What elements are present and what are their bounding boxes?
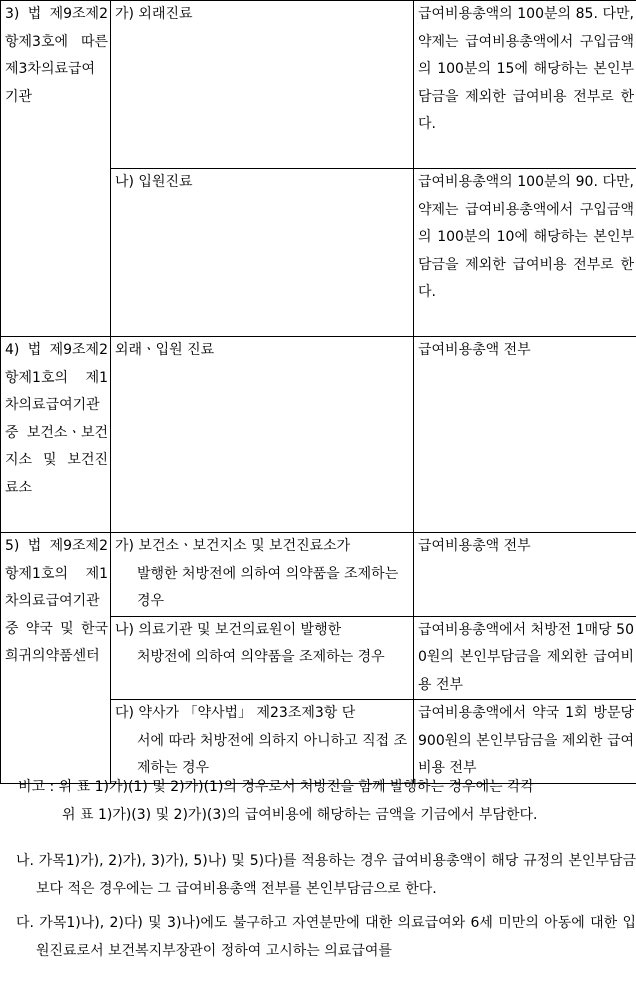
note-item-da: 다. 가목1)나), 2)다) 및 3)나)에도 불구하고 자연분만에 대한 의료급여와 6세 미만의 아동에 대한 입원진료로서 보건복지부장관이 정하여 고시하는 의료급여를 — [16, 915, 636, 959]
institution-cell: 5) 법 제9조제2항제1호의 제1차의료급여기관 중 약국 및 한국희귀의약품센터 — [1, 533, 111, 784]
service-cell — [111, 700, 414, 784]
service-continuation: 처방전에 의하여 의약품을 조제하는 경우 — [137, 649, 385, 665]
rate-cell: 급여비용총액 전부 — [414, 337, 636, 533]
service-cell — [111, 616, 414, 700]
rate-cell: 급여비용총액 전부 — [414, 533, 636, 617]
service-first-line: 가) 보건소ㆍ보건지소 및 보건진료소가 — [115, 538, 351, 554]
institution-cell: 4) 법 제9조제2항제1호의 제1차의료급여기관 중 보건소ㆍ보건지소 및 보건진료소 — [1, 337, 111, 533]
rate-cell: 급여비용총액의 100분의 85. 다만, 약제는 급여비용총액에서 구입금액의 100분의 15에 해당하는 본인부담금을 제외한 급여비용 전부로 한다. — [414, 1, 636, 169]
rate-cell: 급여비용총액에서 약국 1회 방문당 900원의 본인부담금을 제외한 급여비용 전부 — [414, 700, 636, 784]
service-cell: 나) 입원진료 — [111, 169, 414, 337]
service-continuation: 서에 따라 처방전에 의하지 아니하고 직접 조제하는 경우 — [137, 732, 408, 776]
table-row — [1, 533, 636, 617]
remark-continuation: 위 표 1)가)(3) 및 2)가)(3)의 급여비용에 해당하는 금액을 기금에서 부담한다. — [62, 807, 538, 823]
service-first-line: 다) 약사가 「약사법」 제23조제3항 단 — [115, 705, 356, 721]
service-first-line: 나) 의료기관 및 보건의료원이 발행한 — [115, 621, 342, 638]
institution-cell: 3) 법 제9조제2항제3호에 따른 제3차의료급여기관 — [1, 1, 111, 337]
service-cell: 외래ㆍ입원 진료 — [111, 337, 414, 533]
service-cell — [111, 533, 414, 617]
service-continuation: 발행한 처방전에 의하여 의약품을 조제하는 경우 — [137, 565, 399, 609]
rate-cell: 급여비용총액에서 처방전 1매당 500원의 본인부담금을 제외한 급여비용 전부 — [414, 616, 636, 700]
table-row — [1, 1, 636, 169]
remark-first-line: 비고 : 위 표 1)가)(1) 및 2)가)(1)의 경우로서 처방전을 함께 발행하는 경우에는 각각 — [18, 779, 535, 795]
table-row — [1, 337, 636, 533]
table-remark — [0, 773, 636, 829]
rate-cell: 급여비용총액의 100분의 90. 다만, 약제는 급여비용총액에서 구입금액의 100분의 10에 해당하는 본인부담금을 제외한 급여비용 전부로 한다. — [414, 169, 636, 337]
service-cell: 가) 외래진료 — [111, 1, 414, 169]
note-item-na: 나. 가목1)가), 2)가), 3)가), 5)나) 및 5)다)를 적용하는 경우 급여비용총액이 해당 규정의 본인부담금보다 적은 경우에는 그 급여비용총액 전부를 본인부담금으로 한다. — [16, 853, 636, 897]
notes-section — [0, 773, 636, 965]
